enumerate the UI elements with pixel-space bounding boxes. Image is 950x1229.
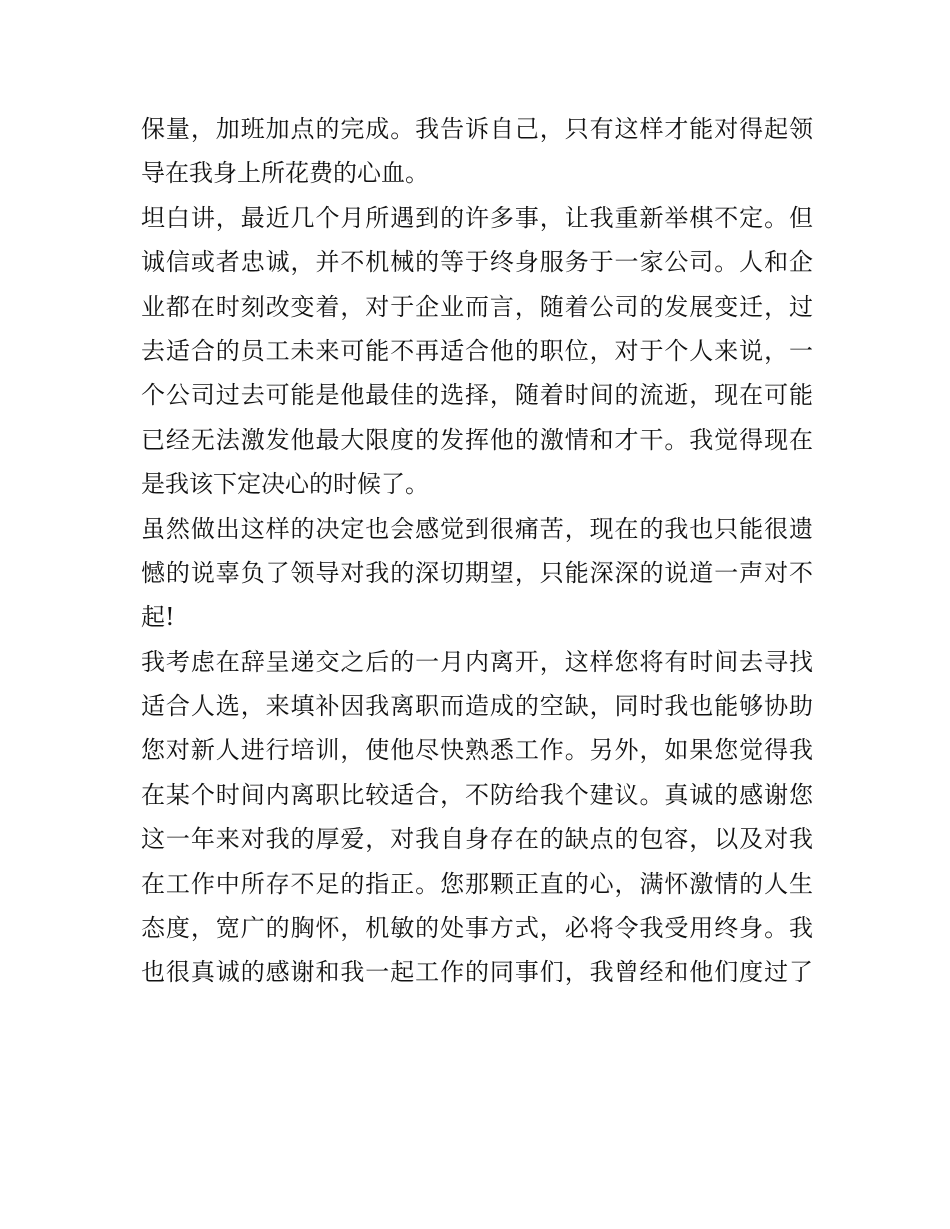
text-line: 导在我身上所花费的心血。 — [141, 159, 429, 188]
body-text — [141, 107, 813, 995]
text-line: 坦白讲，最近几个月所遇到的许多事，让我重新举棋不定。但 — [141, 203, 813, 232]
text-line: 在工作中所存不足的指正。您那颗正直的心，满怀激情的人生 — [141, 869, 813, 898]
text-line: 在某个时间内离职比较适合，不防给我个建议。真诚的感谢您 — [141, 780, 813, 809]
text-line: 已经无法激发他最大限度的发挥他的激情和才干。我觉得现在 — [141, 425, 813, 454]
text-line: 这一年来对我的厚爱，对我自身存在的缺点的包容，以及对我 — [141, 825, 813, 854]
paragraph — [141, 640, 813, 995]
text-line: 去适合的员工未来可能不再适合他的职位，对于个人来说，一 — [141, 336, 813, 365]
text-line: 保量，加班加点的完成。我告诉自己，只有这样才能对得起领 — [141, 115, 813, 143]
paragraph — [141, 107, 813, 196]
text-line: 适合人选，来填补因我离职而造成的空缺，同时我也能够协助 — [141, 692, 813, 721]
text-line: 您对新人进行培训，使他尽快熟悉工作。另外，如果您觉得我 — [141, 736, 813, 765]
text-line: 憾的说辜负了领导对我的深切期望，只能深深的说道一声对不 — [141, 558, 813, 587]
text-line: 个公司过去可能是他最佳的选择，随着时间的流逝，现在可能 — [141, 381, 813, 410]
paragraph — [141, 507, 813, 640]
text-line: 我考虑在辞呈递交之后的一月内离开，这样您将有时间去寻找 — [141, 647, 813, 676]
text-line: 诚信或者忠诚，并不机械的等于终身服务于一家公司。人和企 — [141, 248, 813, 277]
text-line: 虽然做出这样的决定也会感觉到很痛苦，现在的我也只能很遗 — [141, 514, 813, 543]
text-line: 也很真诚的感谢和我一起工作的同事们，我曾经和他们度过了 — [141, 958, 813, 987]
paragraph — [141, 196, 813, 507]
text-line: 起! — [141, 603, 175, 632]
text-line: 业都在时刻改变着，对于企业而言，随着公司的发展变迁，过 — [141, 292, 813, 321]
text-line: 态度，宽广的胸怀，机敏的处事方式，必将令我受用终身。我 — [141, 914, 813, 943]
text-line: 是我该下定决心的时候了。 — [141, 470, 429, 499]
